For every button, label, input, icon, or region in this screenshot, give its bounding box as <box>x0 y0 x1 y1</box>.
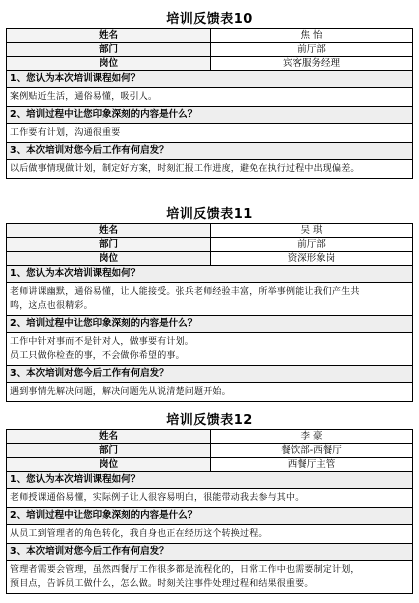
dept-value: 餐饮部-西餐厅 <box>211 444 413 458</box>
question-2-block <box>6 107 413 143</box>
question-3-block <box>6 366 413 402</box>
dept-label: 部门 <box>7 43 211 57</box>
question-1-block <box>6 472 413 508</box>
answer-2-line: 从员工到管理者的角色转化，我自身也正在经历这个转换过程。 <box>10 529 268 539</box>
question-3: 3、本次培训对您今后工作有何启发？ <box>7 544 412 561</box>
form-title: 培训反馈表12 <box>166 413 253 428</box>
position-value: 宾客服务经理 <box>211 57 413 71</box>
question-3: 3、本次培训对您今后工作有何启发？ <box>7 143 412 160</box>
answer-1-line: 老师授课通俗易懂，实际例子让人很容易明白，很能带动我去参与其中。 <box>10 493 305 503</box>
position-value: 西餐厅主管 <box>211 458 413 472</box>
answer-1-line: 老师讲课幽默，通俗易懂，让人能接受。张兵老师经验丰富，所举事例能让我们产生共 <box>10 287 360 297</box>
question-2-block <box>6 508 413 544</box>
question-1: 1、您认为本次培训课程如何？ <box>7 266 412 283</box>
info-table <box>6 223 413 266</box>
feedback-form-10 <box>6 12 413 179</box>
question-1: 1、您认为本次培训课程如何？ <box>7 472 412 489</box>
question-2-block <box>6 316 413 366</box>
name-value: 李 豪 <box>211 430 413 444</box>
question-3-block <box>6 544 413 594</box>
answer-1-line: 鸣，这点也很精彩。 <box>10 301 93 311</box>
answer-3-line: 管理者需要会管理，虽然西餐厅工作很多都是流程化的，日常工作中也需要制定计划， <box>10 565 360 575</box>
feedback-form-11 <box>6 207 413 402</box>
answer-2-line: 员工只做你检查的事，不会做你希望的事。 <box>10 351 185 361</box>
position-label: 岗位 <box>7 57 211 71</box>
question-3-block <box>6 143 413 179</box>
question-1: 1、您认为本次培训课程如何？ <box>7 71 412 88</box>
dept-value: 前厅部 <box>211 238 413 252</box>
name-value: 吴 琪 <box>211 224 413 238</box>
form-title: 培训反馈表10 <box>166 12 253 27</box>
answer-2-line: 工作中针对事而不是针对人，做事要有计划。 <box>10 337 195 347</box>
answer-1-line: 案例贴近生活，通俗易懂，吸引人。 <box>10 92 158 102</box>
question-1-block <box>6 71 413 107</box>
answer-3-line: 预目点，告诉员工做什么，怎么做。时刻关注事件处理过程和结果很重要。 <box>10 579 314 589</box>
dept-value: 前厅部 <box>211 43 413 57</box>
name-value: 焦 怡 <box>211 29 413 43</box>
answer-3-line: 遇到事情先解决问题，解决问题先从说清楚问题开始。 <box>10 387 231 397</box>
question-1-block <box>6 266 413 316</box>
question-2: 2、培训过程中让您印象深刻的内容是什么？ <box>7 107 412 124</box>
name-label: 姓名 <box>7 29 211 43</box>
position-value: 资深形象岗 <box>211 252 413 266</box>
info-table <box>6 28 413 71</box>
question-2: 2、培训过程中让您印象深刻的内容是什么？ <box>7 316 412 333</box>
answer-3-line: 以后做事情现做计划，制定好方案，时刻汇报工作进度，避免在执行过程中出现偏差。 <box>10 164 360 174</box>
answer-2-line: 工作要有计划，沟通很重要 <box>10 128 121 138</box>
position-label: 岗位 <box>7 458 211 472</box>
form-title: 培训反馈表11 <box>166 207 253 222</box>
name-label: 姓名 <box>7 430 211 444</box>
question-3: 3、本次培训对您今后工作有何启发？ <box>7 366 412 383</box>
info-table <box>6 429 413 472</box>
dept-label: 部门 <box>7 238 211 252</box>
dept-label: 部门 <box>7 444 211 458</box>
position-label: 岗位 <box>7 252 211 266</box>
feedback-form-12 <box>6 413 413 594</box>
name-label: 姓名 <box>7 224 211 238</box>
question-2: 2、培训过程中让您印象深刻的内容是什么？ <box>7 508 412 525</box>
